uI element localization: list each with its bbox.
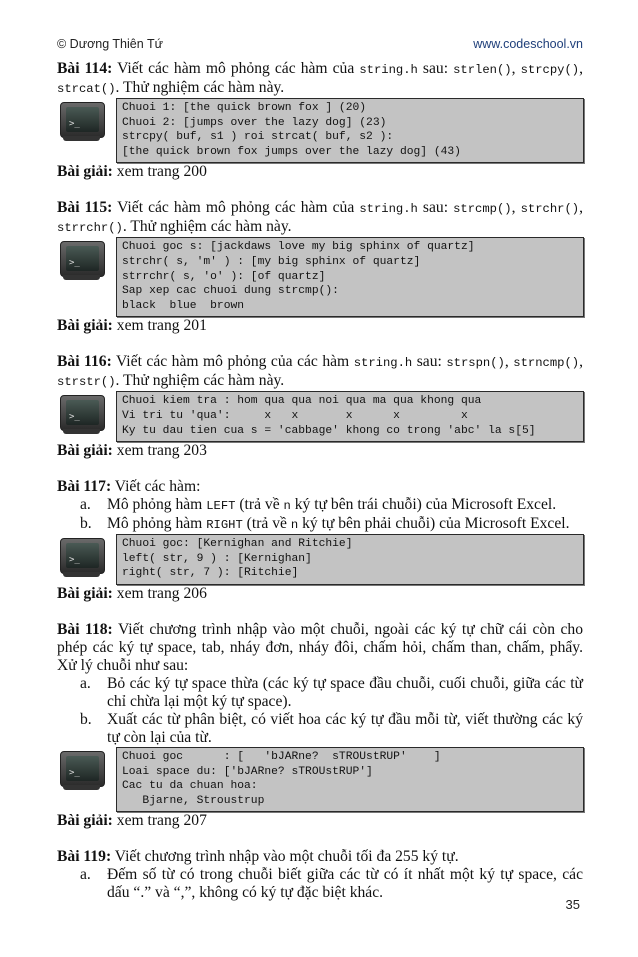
list-item <box>57 866 583 902</box>
inline-code: strstr() <box>57 375 116 390</box>
console-line: black blue brown <box>122 299 245 312</box>
text-run: ký tự bên trái chuỗi) của Microsoft Excel. <box>290 496 557 514</box>
text-run: Mô phỏng hàm <box>107 496 207 514</box>
list-marker: a. <box>80 674 91 692</box>
console-output <box>116 237 584 317</box>
solution-label: Bài giải: <box>57 584 113 602</box>
console-line: Chuoi kiem tra : hom qua qua noi qua ma qua khong qua <box>122 395 482 408</box>
inline-code: strncmp() <box>513 356 580 371</box>
solution-reference <box>57 585 583 603</box>
console-line: Chuoi 2: [jumps over the lazy dog] (23) <box>122 116 387 129</box>
terminal-monitor-icon: >_ <box>60 538 104 578</box>
terminal-monitor-icon: >_ <box>60 102 104 142</box>
console-output-block <box>57 237 583 317</box>
terminal-monitor-icon: >_ <box>60 395 104 435</box>
console-line: Chuoi 1: [the quick brown fox ] (20) <box>122 102 367 114</box>
text-run: Mô phỏng hàm <box>107 515 207 533</box>
text-run: . Thử nghiệm các hàm này. <box>115 79 285 96</box>
inline-code: string.h <box>359 202 418 217</box>
terminal-monitor-icon: >_ <box>60 241 104 281</box>
exercise-prompt <box>57 60 583 98</box>
exercise-label: Bài 117: <box>57 478 112 496</box>
list-marker: a. <box>80 866 91 884</box>
exercise-115 <box>57 181 583 335</box>
text-run: sau: <box>417 199 454 217</box>
exercise-114 <box>57 60 583 181</box>
inline-code: string.h <box>353 356 413 371</box>
list-item-text <box>107 711 583 747</box>
console-line: Chuoi goc: [Kernighan and Ritchie] <box>122 538 353 551</box>
text-run: . Thử nghiệm các hàm này. <box>115 372 285 390</box>
solution-label: Bài giải: <box>57 317 113 335</box>
console-output <box>116 391 584 442</box>
exercise-label: Bài 118: <box>57 620 113 638</box>
text-run: Viết chương trình nhập vào một chuỗi, ngoài các ký tự chữ cái còn cho phép các ký tự space, tab, nháy đơn, nháy đôi, chấm hỏi, chấm than, chấm, phẩy. Xử lý chuỗi như sau: <box>57 620 583 674</box>
console-output-block <box>57 391 583 442</box>
spacer <box>57 460 583 478</box>
text-run: sau: <box>417 60 454 77</box>
list-item <box>57 711 583 747</box>
console-output-block <box>57 534 583 585</box>
text-run: (trả về <box>242 515 291 533</box>
terminal-monitor-icon: >_ <box>60 751 104 791</box>
console-line: left( str, 9 ) : [Kernighan] <box>122 552 312 565</box>
console-output-block <box>57 98 583 163</box>
spacer <box>57 603 583 621</box>
console-output <box>116 98 584 163</box>
text-run: Viết các hàm mô phỏng các hàm của <box>112 60 360 77</box>
inline-code: string.h <box>359 63 418 77</box>
text-run: Viết các hàm mô phỏng của các hàm <box>111 353 354 371</box>
console-output-block <box>57 747 583 812</box>
list-item-text <box>107 675 583 711</box>
solution-page-text: xem trang 203 <box>112 442 207 460</box>
text-run: Viết chương trình nhập vào một chuỗi tối đa 255 ký tự. <box>111 848 459 866</box>
exercise-116 <box>57 335 583 460</box>
page-number: 35 <box>565 897 580 912</box>
console-line: Chuoi goc s: [jackdaws love my big sphinx of quartz] <box>122 241 475 254</box>
list-item-text <box>107 866 583 902</box>
inline-code: RIGHT <box>206 518 243 533</box>
inline-code: n <box>290 518 299 533</box>
solution-page-text: xem trang 200 <box>112 163 207 181</box>
text-run: ký tự bên phải chuỗi) của Microsoft Excel. <box>298 515 570 533</box>
spacer <box>57 830 583 848</box>
text-run: , <box>579 199 584 217</box>
exercise-label: Bài 116: <box>57 353 112 371</box>
list-item-text <box>107 496 583 515</box>
list-item <box>57 515 583 534</box>
inline-code: strrchr() <box>57 221 123 236</box>
solution-reference <box>57 442 583 460</box>
text-run: sau: <box>412 353 447 371</box>
list-item <box>57 675 583 711</box>
exercise-prompt <box>57 353 583 391</box>
inline-code: n <box>283 499 291 514</box>
spacer <box>57 335 583 353</box>
console-line: Chuoi goc : [ 'bJARne? sTROUstRUP' ] <box>122 750 441 763</box>
console-line: [the quick brown fox jumps over the lazy dog] (43) <box>122 145 461 158</box>
exercise-label: Bài 115: <box>57 199 113 217</box>
console-line: Ky tu dau tien cua s = 'cabbage' khong co trong 'abc' la s[5] <box>122 424 536 437</box>
inline-code: strchr() <box>520 202 580 217</box>
list-marker: a. <box>80 496 91 514</box>
solution-label: Bài giải: <box>57 812 113 830</box>
inline-code: strcpy() <box>520 63 580 77</box>
exercise-prompt <box>57 199 583 237</box>
spacer <box>57 181 583 199</box>
console-line: Sap xep cac chuoi dung strcmp(): <box>122 285 339 298</box>
solution-page-text: xem trang 206 <box>112 584 207 602</box>
text-run: (trả về <box>235 496 284 514</box>
text-run: Đếm số từ có trong chuỗi biết giữa các từ có ít nhất một ký tự space, các dấu “.” và “,”, không có ký tự đặc biệt khác. <box>107 866 583 902</box>
list-item-text <box>107 515 583 534</box>
exercise-117 <box>57 460 583 603</box>
text-run: Bỏ các ký tự space thừa (các ký tự space đầu chuỗi, cuối chuỗi, giữa các từ chỉ chừa lại một ký tự space). <box>107 674 583 710</box>
console-line: Loai space du: ['bJARne? sTROUstRUP'] <box>122 765 373 778</box>
solution-reference <box>57 812 583 830</box>
header-author: © Dương Thiên Tứ <box>57 37 163 51</box>
inline-code: LEFT <box>206 499 236 514</box>
exercise-label: Bài 114: <box>57 60 113 77</box>
exercise-prompt <box>57 478 583 496</box>
list-marker: b. <box>80 515 92 533</box>
text-run: Viết các hàm: <box>111 478 201 496</box>
solution-page-text: xem trang 207 <box>112 812 207 830</box>
exercise-prompt <box>57 621 583 675</box>
text-run: Xuất các từ phân biệt, có viết hoa các ký tự đầu mỗi từ, viết thường các ký tự còn lại của từ. <box>107 710 583 746</box>
header-website-link[interactable]: www.codeschool.vn <box>473 37 583 51</box>
text-run: Viết các hàm mô phỏng các hàm của <box>112 199 360 217</box>
text-run: , <box>579 60 584 77</box>
text-run: , <box>511 199 521 217</box>
console-output <box>116 747 584 812</box>
exercise-label: Bài 119: <box>57 848 112 866</box>
list-item <box>57 496 583 515</box>
console-output <box>116 534 584 585</box>
page-content <box>57 60 583 902</box>
text-run: , <box>511 60 521 77</box>
exercise-119 <box>57 830 583 902</box>
exercise-prompt <box>57 848 583 866</box>
console-line: right( str, 7 ): [Ritchie] <box>122 567 299 580</box>
text-run: , <box>579 353 584 371</box>
exercise-118 <box>57 603 583 830</box>
inline-code: strcat() <box>57 82 116 96</box>
console-line: Cac tu da chuan hoa: <box>122 780 258 793</box>
inline-code: strspn() <box>446 356 505 371</box>
solution-label: Bài giải: <box>57 442 113 460</box>
text-run: , <box>504 353 514 371</box>
console-line: strcpy( buf, s1 ) roi strcat( buf, s2 ): <box>122 131 394 144</box>
list-marker: b. <box>80 710 92 728</box>
solution-reference <box>57 163 583 181</box>
console-line: strchr( s, 'm' ) : [my big sphinx of quartz] <box>122 255 421 268</box>
inline-code: strlen() <box>453 63 512 77</box>
console-line: strrchr( s, 'o' ): [of quartz] <box>122 270 326 283</box>
solution-reference <box>57 317 583 335</box>
text-run: . Thử nghiệm các hàm này. <box>122 218 292 236</box>
solution-page-text: xem trang 201 <box>112 317 207 335</box>
console-line: Bjarne, Stroustrup <box>122 794 265 807</box>
console-line: Vi tri tu 'qua': x x x x x <box>122 409 468 422</box>
inline-code: strcmp() <box>453 202 512 217</box>
solution-label: Bài giải: <box>57 163 113 181</box>
